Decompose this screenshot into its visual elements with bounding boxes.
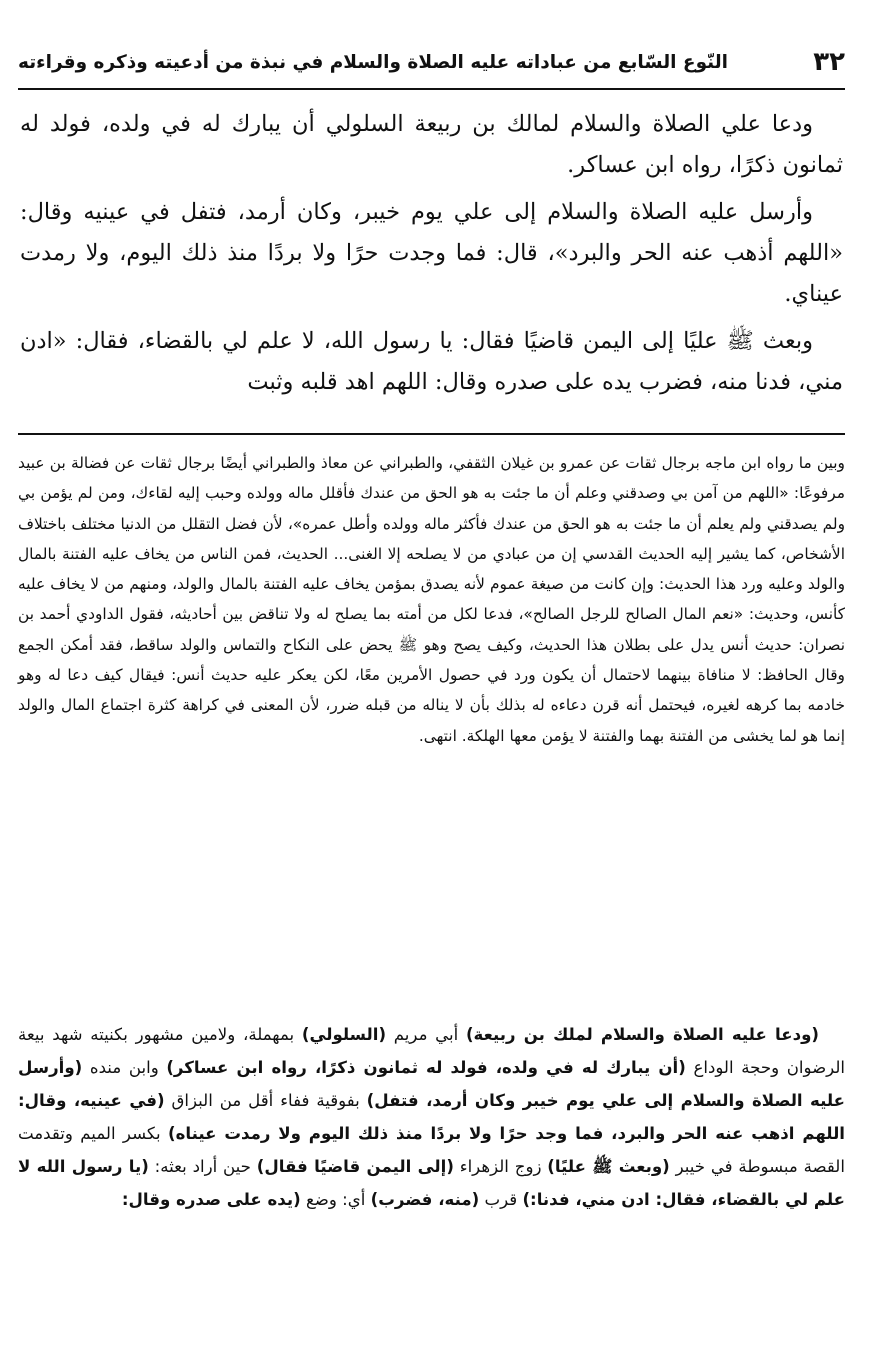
commentary-text: بكسر الميم وتقدمت القصة مبسوطة في خيبر	[18, 1124, 845, 1176]
footnote-paragraph: وبين ما رواه ابن ماجه برجال ثقات عن عمرو بن غيلان الثقفي، والطبراني عن معاذ والطبراني أيضًا برجال ثقات عن فضالة بن عبيد مرفوعًا: «اللهم من آمن بي وصدقني وعلم أن ما جئت به هو الحق من عندك فأقلل ماله وولده وحبب إليه لقاءك، ومن لم يؤمن بي ولم يصدقني ولم يعلم أن ما جئت به هو الحق من عندك فأكثر ماله وولده وأطل عمره»، لأن فضل التقلل من الدنيا مختلف باختلاف الأشخاص، كما يشير إليه الحديث القدسي إن من عبادي من لا يصلحه إلا الغنى... الحديث، فمن الناس من يخاف عليه الفتنة بالمال والولد وعليه ورد هذا الحديث: وإن كانت من صيغة عموم لأنه يصدق بمؤمن يخاف عليه الفتنة بالمال والولد، ومنهم من لا يخاف عليه كأنس، وحديث: «نعم المال الصالح للرجل الصالح»، فدعا لكل من أمته بما يصلح له ولا تناقض بين أحاديثه، فقول الداودي أحمد بن نصران: حديث أنس يدل على بطلان هذا الحديث، وكيف يصح وهو ﷺ يحض على النكاح والتماس والولد ساقط، فقد أمكن الجمع وقال الحافظ: لا منافاة بينهما لاحتمال أن يكون ورد في حصول الأمرين معًا، لكن يعكر عليه حديث أنس: فيقال كيف دعا له وهو خادمه بما كرهه لغيره، فيحتمل أنه قرن دعاءه له بذلك بأن لا يناله من قبله ضرر، لأن المعنى في كراهة كثرة اجتماع المال والولد إنما هو لما يخشى من الفتنة بهما والفتنة لا يؤمن معها الهلكة. انتهى.	[18, 454, 845, 745]
quoted-text: (وبعث ﷺ عليًا)	[547, 1157, 670, 1176]
quoted-text: (يده على صدره وقال:	[121, 1190, 301, 1209]
quoted-text: (منه، فضرب)	[370, 1190, 480, 1209]
commentary-block	[18, 1018, 845, 1216]
commentary-text: قرب	[479, 1190, 523, 1209]
quoted-text: (في عينيه، وقال: اللهم اذهب عنه الحر والبرد، فما وجد حرًا ولا بردًا منذ ذلك اليوم ولا رمدت عيناه)	[18, 1091, 845, 1143]
running-title: النّوع السّابع من عباداته عليه الصلاة والسلام في نبذة من أدعيته وذكره وقراءته	[18, 51, 729, 73]
quoted-text: (يا رسول الله لا علم لي بالقضاء، فقال: ادن مني، فدنا:)	[18, 1157, 845, 1209]
quoted-text: (السلولي)	[301, 1025, 387, 1044]
footnote-separator	[18, 433, 845, 435]
quoted-text: (وأرسل عليه الصلاة والسلام إلى علي يوم خيبر وكان أرمد، فتفل)	[18, 1058, 845, 1110]
page-number: ٣٢	[813, 47, 845, 77]
commentary-text: أي: وضع	[300, 1190, 371, 1209]
footnote-block	[18, 448, 845, 751]
main-paragraph: وأرسل عليه الصلاة والسلام إلى علي يوم خيبر، وكان أرمد، فتفل في عينيه وقال: «اللهم أذهب عنه الحر والبرد»، قال: فما وجدت حرًا ولا بردًا منذ ذلك اليوم، ولا رمدت عيناي.	[20, 199, 843, 307]
quoted-text: (ودعا عليه الصلاة والسلام لملك بن ربيعة)	[465, 1025, 819, 1044]
commentary-text: زوج الزهراء	[453, 1157, 548, 1176]
commentary-text: بمهملة، ولامين مشهور بكنيته شهد بيعة الرضوان وحجة الوداع	[18, 1025, 846, 1077]
main-text	[20, 104, 843, 409]
main-paragraph: ودعا علي الصلاة والسلام لمالك بن ربيعة السلولي أن يبارك له في ولده، فولد له ثمانون ذكرًا، رواه ابن عساكر.	[20, 111, 843, 178]
header-rule	[18, 88, 845, 90]
commentary-paragraph	[18, 1018, 845, 1216]
commentary-text: حين أراد بعثه:	[148, 1157, 257, 1176]
commentary-text: أبي مريم	[386, 1025, 466, 1044]
commentary-text: وابن منده	[82, 1058, 167, 1077]
commentary-text: بفوقية ففاء أقل من البزاق	[164, 1091, 367, 1110]
quoted-text: (إلى اليمن قاضيًا فقال)	[256, 1157, 454, 1176]
page-header	[18, 40, 845, 84]
main-paragraph: وبعث ﷺ عليًا إلى اليمن قاضيًا فقال: يا رسول الله، لا علم لي بالقضاء، فقال: «ادن مني، فدنا منه، فضرب يده على صدره وقال: اللهم اهد قلبه وثبت	[20, 328, 843, 395]
quoted-text: (أن يبارك له في ولده، فولد له ثمانون ذكرًا، رواه ابن عساكر)	[166, 1058, 686, 1077]
